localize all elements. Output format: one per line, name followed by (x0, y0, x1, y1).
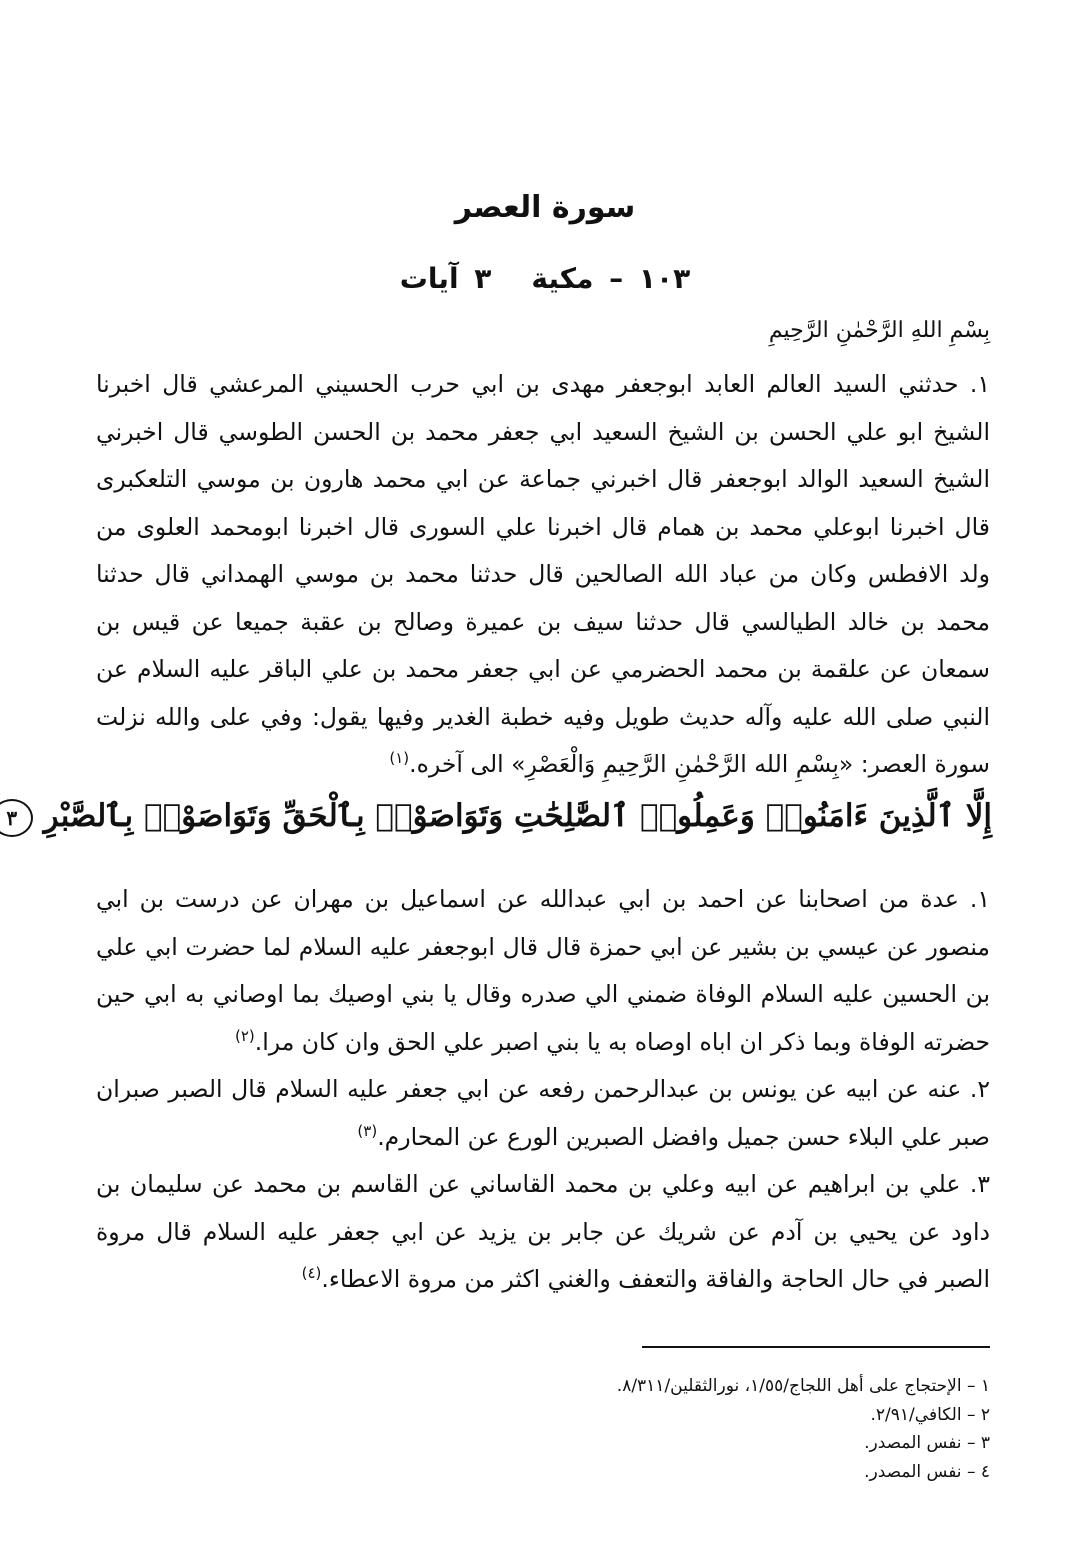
footnote-item: ٤ – نفس المصدر. (864, 1461, 990, 1482)
quran-verse (6, 798, 992, 837)
surah-number: ١٠٣ – مكية (531, 262, 691, 295)
hadith-paragraph (96, 361, 990, 789)
hadith-text: ٢. عنه عن ابيه عن يونس بن عبدالرحمن رفعه عن ابي جعفر عليه السلام قال الصبر صبران صبر علي البلاء حسن جميل وافضل الصبرين الورع عن المحارم. (96, 1075, 990, 1151)
ayah-number-marker: ٣ (0, 799, 33, 837)
basmala: بِسْمِ اللهِ الرَّحْمٰنِ الرَّحِيمِ (768, 318, 990, 343)
hadith-text: ٣. علي بن ابراهيم عن ابيه وعلي بن محمد القاساني عن القاسم بن محمد عن سليمان بن داود عن يحيي بن آدم عن شريك عن جابر بن يزيد عن ابي جعفر عليه السلام قال مروة الصبر في حال الحاجة والفاقة والتعفف والغني اكثر من مروة الاعطاء. (96, 1170, 990, 1293)
hadith-paragraph (96, 1066, 990, 1161)
hadith-paragraph (96, 876, 990, 1066)
footnote-ref: (١) (389, 749, 410, 768)
hadith-paragraph (96, 1161, 990, 1304)
verse-text: إِلَّا ٱلَّذِينَ ءَامَنُوا۟ وَعَمِلُوا۟ ٱلصَّٰلِحَٰتِ وَتَوَاصَوْا۟ بِٱلْحَقِّ وَتَوَاصَوْا۟ بِٱلصَّبْرِ (43, 798, 992, 834)
footnote-divider (642, 1346, 990, 1348)
footnote-ref: (٢) (234, 1026, 255, 1045)
footnote-item: ٣ – نفس المصدر. (864, 1433, 990, 1453)
commentary-block-1 (96, 361, 990, 789)
footnote-item: ١ – الإحتجاج على أهل اللجاج/١/٥٥، نورالثقلين/٨/٣١١. (616, 1376, 990, 1396)
commentary-block-2 (96, 876, 990, 1304)
hadith-text: ١. حدثني السيد العالم العابد ابوجعفر مهدى بن ابي حرب الحسيني المرعشي قال اخبرنا الشيخ ابو علي الحسن بن الشيخ السعيد ابي جعفر محمد بن الحسن الطوسي قال اخبرني الشيخ السعيد الوالد ابوجعفر قال اخبرني جماعة عن ابي محمد هارون بن موسي التلعكبرى قال اخبرنا ابوعلي محمد بن همام قال اخبرنا علي السورى قال اخبرنا ابومحمد العلوى من ولد الافطس وكان من عباد الله الصالحين قال حدثنا محمد بن موسي الهمداني قال حدثنا محمد بن خالد الطيالسي قال حدثنا سيف بن عميرة وصالح بن عقبة جميعا عن قيس بن سمعان عن علقمة بن محمد الحضرمي عن ابي جعفر محمد بن علي الباقر عليه السلام عن النبي صلى الله عليه وآله حديث طويل وفيه خطبة الغدير وفيها يقول: وفي على والله نزلت سورة العصر: «بِسْمِ الله الرَّحْمٰنِ الرَّحِيمِ وَالْعَصْرِ» الى آخره. (96, 370, 990, 778)
surah-meta (0, 262, 1090, 295)
surah-title: سورة العصر (454, 190, 636, 225)
hadith-text: ١. عدة من اصحابنا عن احمد بن ابي عبدالله عن اسماعيل بن مهران عن درست بن ابي منصور عن عيسي بن بشير عن ابي حمزة قال قال ابوجعفر عليه السلام لما حضرت ابي علي بن الحسين عليه السلام الوفاة ضمني الي صدره وقال يا بني اوصيك بما اوصاني به ابي حين حضرته الوفاة وبما ذكر ان اباه اوصاه به يا بني اصبر علي الحق وان كان مرا. (96, 885, 990, 1056)
footnote-ref: (٣) (357, 1121, 378, 1140)
footnotes (617, 1372, 990, 1486)
verse-count: ٣ آيات (399, 262, 492, 295)
footnote-item: ٢ – الكافي/٢/٩١. (870, 1404, 990, 1425)
footnote-ref: (٤) (301, 1264, 322, 1283)
